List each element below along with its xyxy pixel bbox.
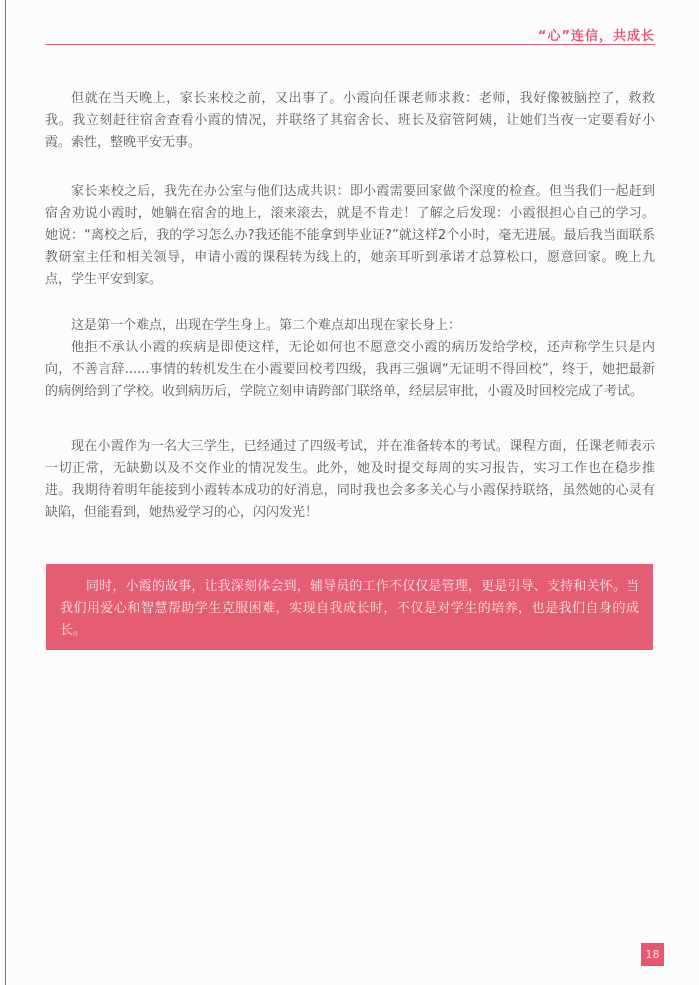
- header-title: “心”连信，共成长: [537, 29, 655, 44]
- page-edge-line: [5, 0, 6, 985]
- header-divider: [45, 44, 655, 45]
- paragraph-2: 家长来校之后，我先在办公室与他们达成共识：即小霞需要回家做个深度的检查。但当我们一起赶到宿舍劝说小霞时，她躺在宿舍的地上，滚来滚去，就是不肯走！了解之后发现：小霞很担心自己的学习。她说：“离校之后，我的学习怎么办?我还能不能拿到毕业证?”就这样2个小时，毫无进展。最后我当面联系教研室主任和相关领导，申请小霞的课程转为线上的，她亲耳听到承诺才总算松口，愿意回家。晚上九点，学生平安到家。: [45, 184, 655, 287]
- paragraph-5: 现在小霞作为一名大三学生，已经通过了四级考试，并在准备转本的考试。课程方面，任课老师表示一切正常，无缺勤以及不交作业的情况发生。此外，她及时提交每周的实习报告，实习工作也在稳步推进。我期待着明年能接到小霞转本成功的好消息，同时我也会多多关心与小霞保持联络，虽然她的心灵有缺陷，但能看到，她热爱学习的心，闪闪发光！: [45, 439, 655, 520]
- paragraph-1: 但就在当天晚上，家长来校之前，又出事了。小霞向任课老师求救：老师，我好像被脑控了，救救我。我立刻赶往宿舍查看小霞的情况，并联络了其宿舍长、班长及宿管阿姨，让她们当夜一定要看好小霞。索性，整晚平安无事。: [45, 91, 655, 150]
- paragraph-4: 他拒不承认小霞的疾病是即使这样，无论如何也不愿意交小霞的病历发给学校，还声称学生只是内向，不善言辞......事情的转机发生在小霞要回校考四级，我再三强调“无证明不得回校”，终于，她把最新的病例给到了学校。收到病历后，学院立刻申请跨部门联络单，经层层审批，小霞及时回校完成了考试。: [45, 340, 655, 399]
- page-number-badge: 18: [641, 943, 664, 966]
- paragraph-3: 这是第一个难点，出现在学生身上。第二个难点却出现在家长身上：: [71, 318, 462, 333]
- highlight-box: 同时，小霞的故事，让我深刻体会到，辅导员的工作不仅仅是管理，更是引导、支持和关怀。当我们用爱心和智慧帮助学生克服困难，实现自我成长时，不仅是对学生的培养，也是我们自身的成长。: [46, 564, 653, 650]
